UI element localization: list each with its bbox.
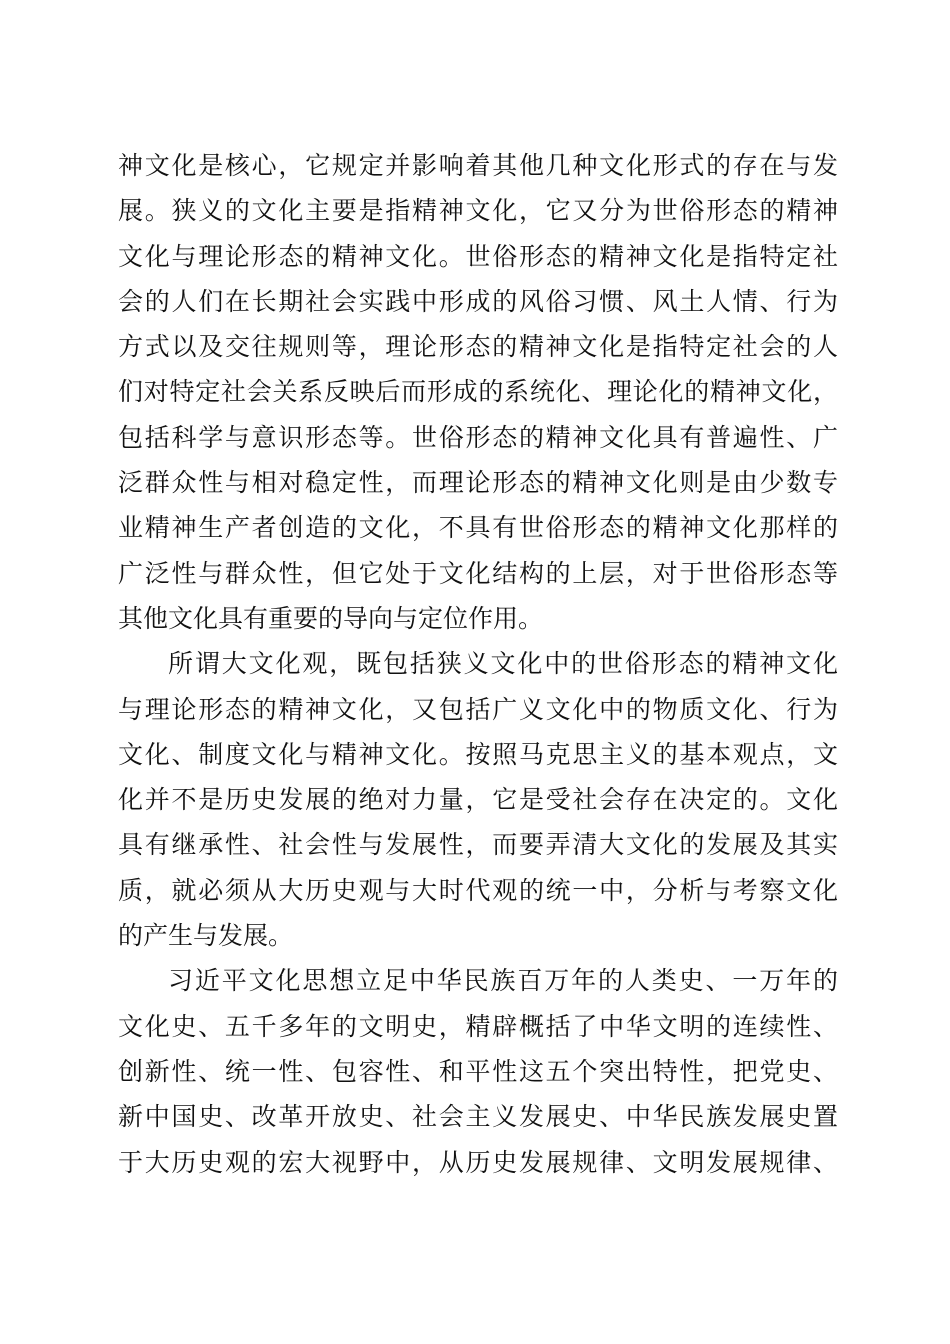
text-line: 其他文化具有重要的导向与定位作用。 [118, 603, 544, 633]
paragraph-1 [118, 143, 838, 641]
text-line: 神文化是核心，它规定并影响着其他几种文化形式的存在与发 [118, 151, 838, 180]
text-line: 新中国史、改革开放史、社会主义发展史、中华民族发展史置 [118, 1102, 838, 1132]
paragraph-3 [118, 958, 838, 1184]
text-line: 文化史、五千多年的文明史，精辟概括了中华文明的连续性、 [118, 1011, 838, 1041]
text-line: 文化、制度文化与精神文化。按照马克思主义的基本观点，文 [118, 739, 838, 769]
text-line: 质，就必须从大历史观与大时代观的统一中，分析与考察文化 [118, 875, 838, 905]
text-line: 具有继承性、社会性与发展性，而要弄清大文化的发展及其实 [118, 830, 838, 860]
text-line: 广泛性与群众性，但它处于文化结构的上层，对于世俗形态等 [118, 558, 838, 588]
text-line: 创新性、统一性、包容性、和平性这五个突出特性，把党史、 [118, 1056, 838, 1086]
text-line: 泛群众性与相对稳定性，而理论形态的精神文化则是由少数专 [118, 468, 838, 498]
text-line: 于大历史观的宏大视野中，从历史发展规律、文明发展规律、 [118, 1147, 838, 1177]
text-line: 所谓大文化观，既包括狭义文化中的世俗形态的精神文化 [168, 649, 838, 679]
text-line: 包括科学与意识形态等。世俗形态的精神文化具有普遍性、广 [118, 422, 838, 452]
document-page [118, 143, 838, 1185]
text-line: 们对特定社会关系反映后而形成的系统化、理论化的精神文化， [118, 377, 838, 407]
text-line: 方式以及交往规则等，理论形态的精神文化是指特定社会的人 [118, 332, 838, 362]
text-line: 习近平文化思想立足中华民族百万年的人类史、一万年的 [168, 966, 838, 996]
text-line: 文化与理论形态的精神文化。世俗形态的精神文化是指特定社 [118, 241, 838, 271]
text-line: 与理论形态的精神文化，又包括广义文化中的物质文化、行为 [118, 694, 838, 724]
text-line: 的产生与发展。 [118, 921, 294, 951]
text-line: 业精神生产者创造的文化，不具有世俗形态的精神文化那样的 [118, 513, 838, 543]
paragraph-2 [118, 641, 838, 958]
text-line: 化并不是历史发展的绝对力量，它是受社会存在决定的。文化 [118, 785, 838, 815]
text-line: 展。狭义的文化主要是指精神文化，它又分为世俗形态的精神 [118, 196, 838, 226]
text-line: 会的人们在长期社会实践中形成的风俗习惯、风土人情、行为 [118, 286, 838, 316]
